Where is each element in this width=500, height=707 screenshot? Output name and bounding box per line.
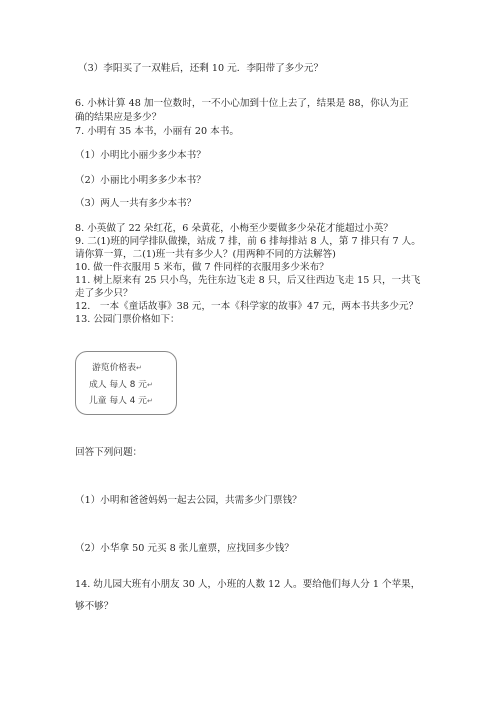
return-mark-icon: ↵ (146, 381, 153, 389)
question-6-line2: 确的结果应是多少？ (75, 112, 162, 123)
question-10: 10. 做一件衣服用 5 米布，做 7 件同样的衣服用多少米布？ (75, 262, 329, 273)
question-7-sub1: （1）小明比小丽少多少本书？ (75, 150, 206, 161)
question-13-sub2: （2）小华拿 50 元买 8 张儿童票，应找回多少钱？ (75, 543, 294, 554)
question-9-line1: 9. 二(1)班的同学排队做操，站成 7 排，前 6 排每排站 8 人，第 7 排只有 7 人。 (75, 236, 421, 247)
question-8: 8. 小英做了 22 朵红花，6 朵黄花，小梅至少要做多少朵花才能超过小英？ (75, 223, 393, 234)
return-mark-icon: ↵ (146, 397, 153, 405)
price-table-title: 游览价格表↵ (92, 363, 142, 373)
question-9-line2: 请你算一算，二(1)班一共有多少人？(用两种不同的方法解答) (75, 249, 336, 260)
answer-instructions: 回答下列问题： (75, 447, 143, 458)
question-7-sub3: （3）两人一共有多少本书？ (75, 198, 197, 209)
question-6-line1: 6. 小林计算 48 加一位数时，一不小心加到十位上去了，结果是 88，你认为正 (75, 98, 409, 109)
question-13-sub1: （1）小明和爸爸妈妈一起去公园，共需多少门票钱？ (75, 495, 302, 506)
return-mark-icon: ↵ (136, 364, 142, 372)
question-13: 13. 公园门票价格如下： (75, 314, 180, 325)
question-7: 7. 小明有 35 本书，小丽有 20 本书。 (75, 126, 239, 137)
question-12: 12. 一本《童话故事》38 元，一本《科学家的故事》47 元，两本书共多少元？ (75, 301, 419, 312)
question-11-line1: 11. 树上原来有 25 只小鸟，先往东边飞走 8 只，后又往西边飞走 15 只，一共飞 (75, 275, 421, 286)
question-3-sub3: （3）李阳买了一双鞋后，还剩 10 元．李阳带了多少元？ (78, 63, 324, 74)
price-table-box (75, 351, 177, 415)
price-adult: 成人 每人 8 元↵ (89, 380, 153, 390)
price-child: 儿童 每人 4 元↵ (89, 396, 153, 406)
question-14-line2: 够不够？ (75, 601, 114, 612)
question-11-line2: 走了多少只？ (75, 288, 133, 299)
question-14-line1: 14. 幼儿园大班有小朋友 30 人，小班的人数 12 人。要给他们每人分 1 个苹果， (75, 579, 421, 590)
question-7-sub2: （2）小丽比小明多多少本书？ (75, 175, 206, 186)
